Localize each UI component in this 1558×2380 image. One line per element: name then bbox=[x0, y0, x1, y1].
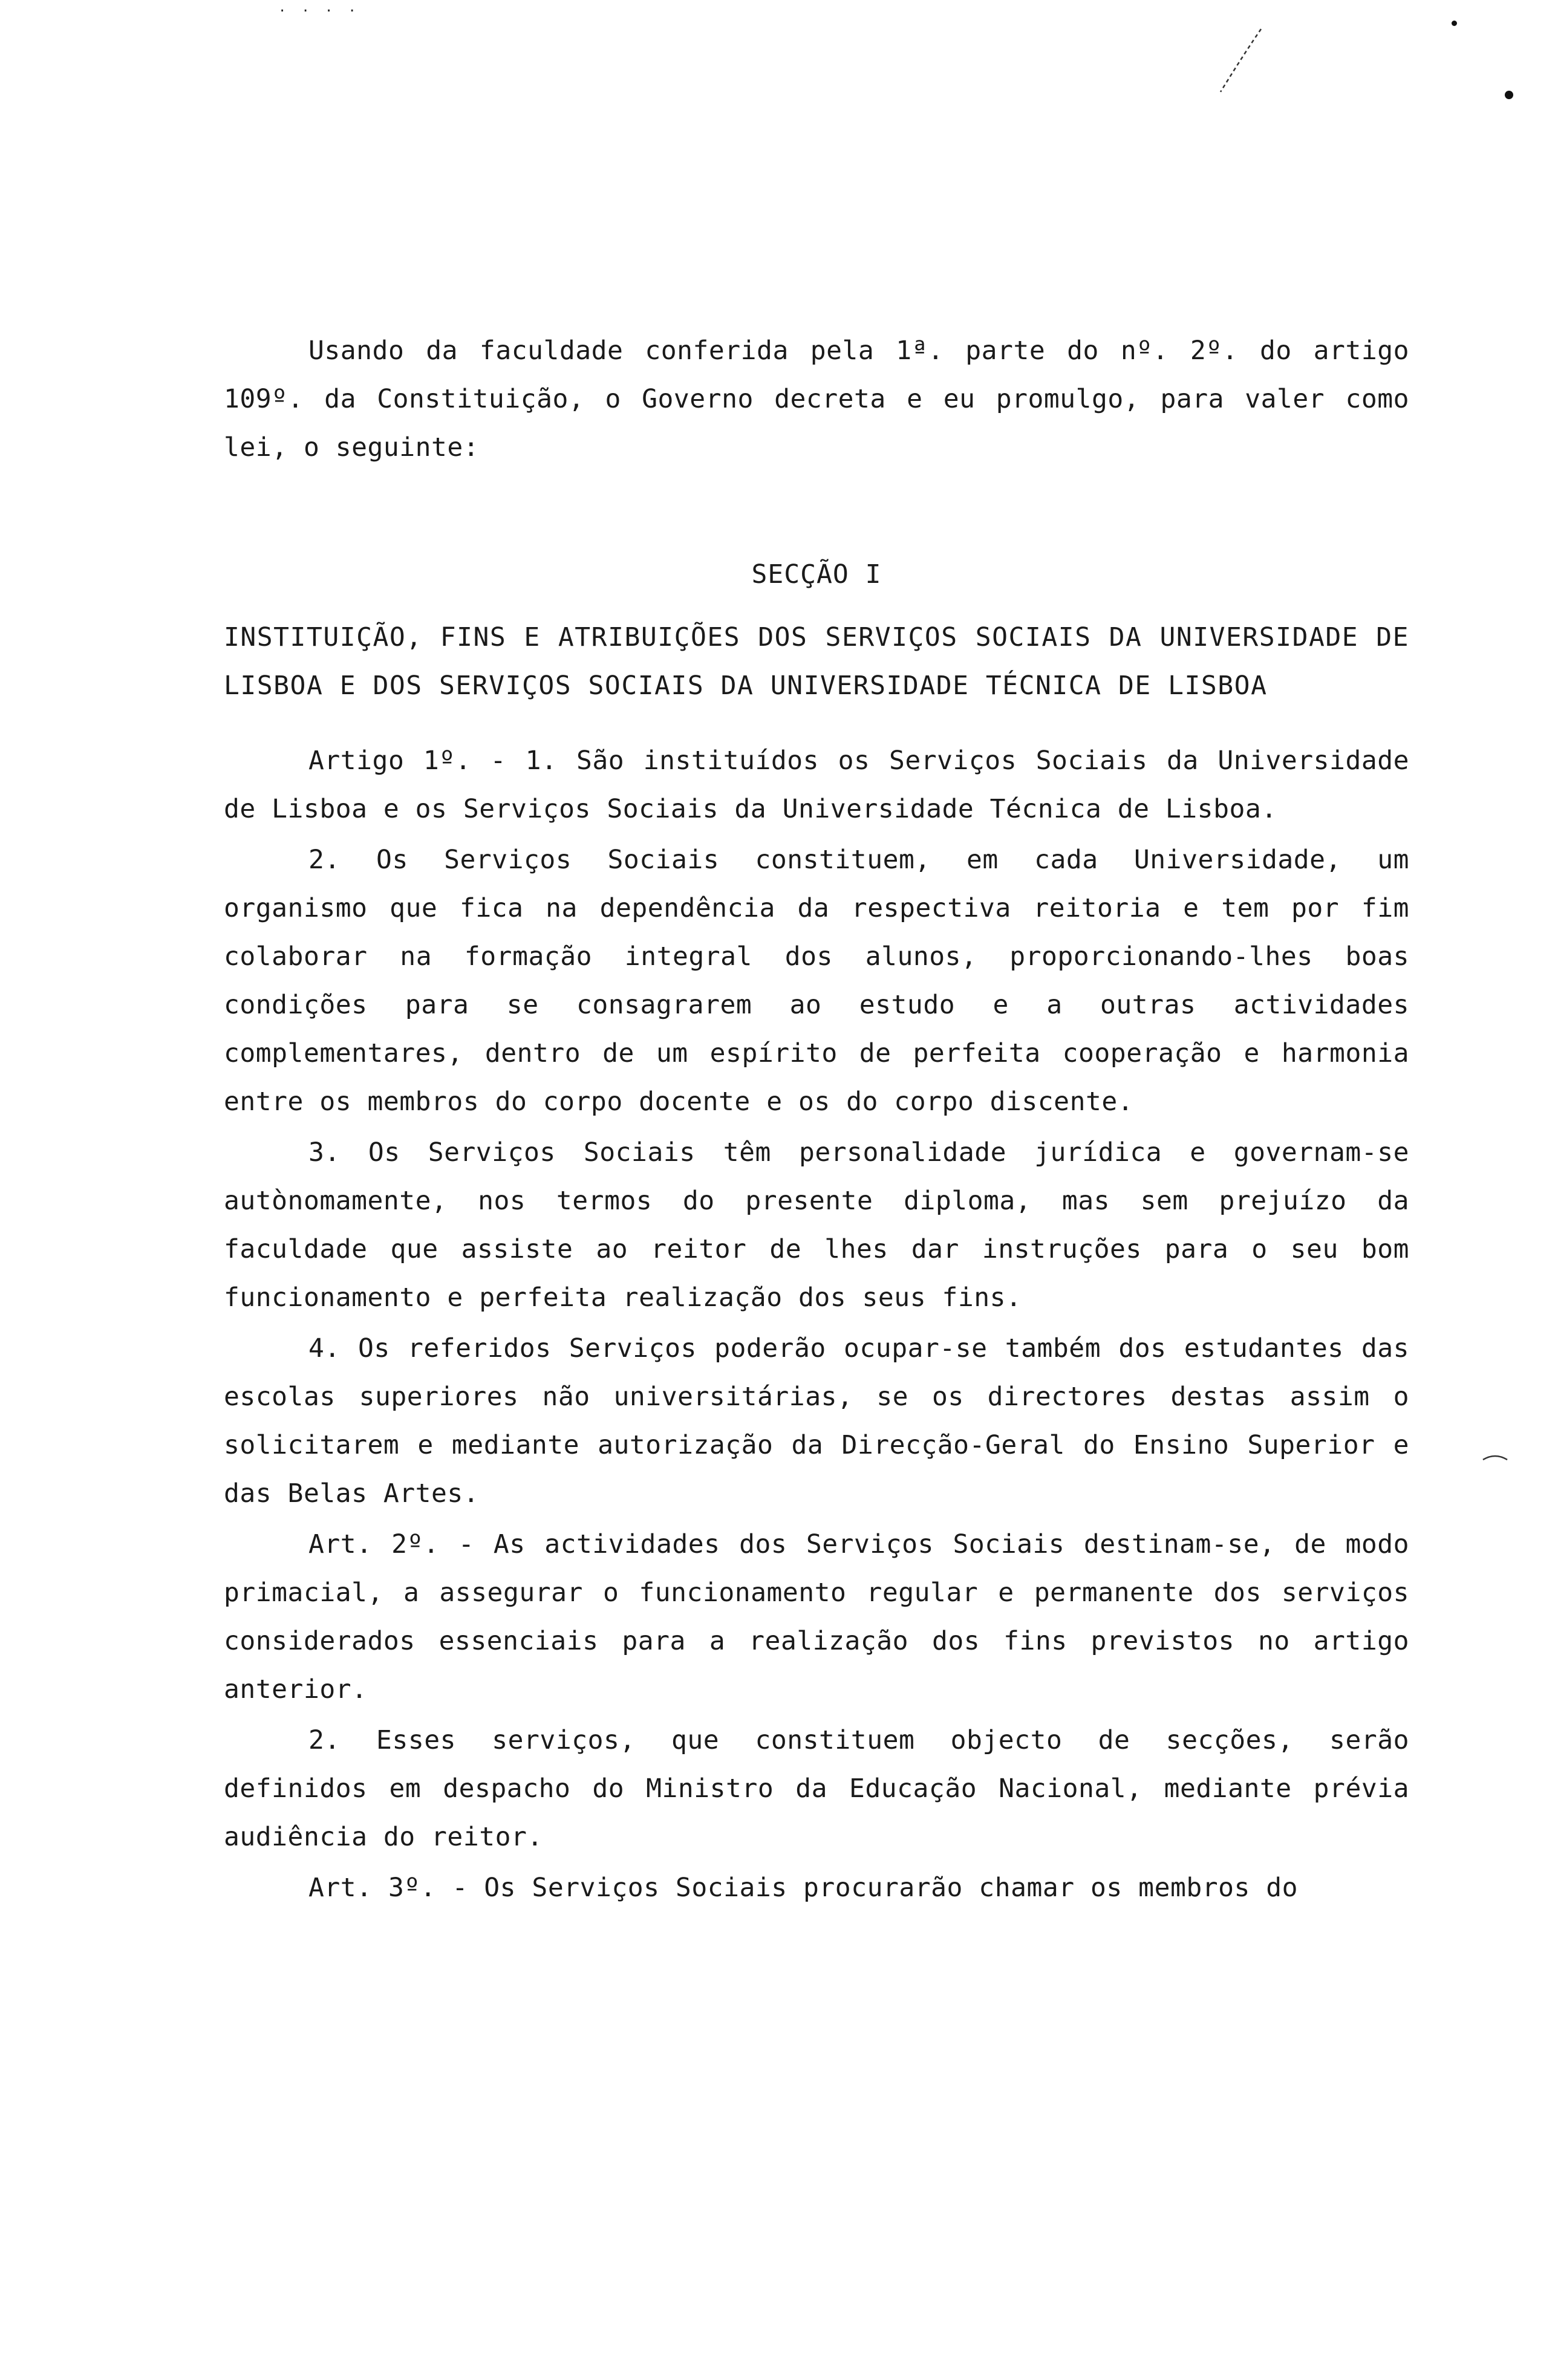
section-title: SECÇÃO I bbox=[751, 559, 882, 590]
article-2-paragraph-2: 2. Esses serviços, que constituem objecto de secções, serão definidos em despacho do Ministro da Educação Nacional, mediante prévia audiência do reitor. bbox=[224, 1725, 1409, 1852]
article-1-paragraph-4: 4. Os referidos Serviços poderão ocupar-se também dos estudantes das escolas superiores não universitárias, se os directores destas assim o solicitarem e mediante autorização da Direcção-Geral do Ensino Superior e das Belas Artes. bbox=[224, 1333, 1409, 1509]
article-1-paragraph-3: 3. Os Serviços Sociais têm personalidade jurídica e governam-se autònomamente, nos termos do presente diploma, mas sem prejuízo da faculdade que assiste ao reitor de lhes dar instruções para o seu bom funcionamento e perfeita realização dos seus fins. bbox=[224, 1137, 1409, 1313]
intro-paragraph: Usando da faculdade conferida pela 1ª. parte do nº. 2º. do artigo 109º. da Constituição, o Governo decreta e eu promulgo, para valer como lei, o seguinte: bbox=[224, 336, 1409, 463]
document-body bbox=[224, 327, 1409, 1914]
article-1-paragraph-1: Artigo 1º. - 1. São instituídos os Serviços Sociais da Universidade de Lisboa e os Serviços Sociais da Universidade Técnica de Lisboa. bbox=[224, 746, 1409, 824]
margin-dash-mark bbox=[1482, 1451, 1508, 1463]
speck-mark bbox=[1452, 21, 1457, 26]
pen-stroke-mark bbox=[1216, 24, 1264, 97]
article-1-paragraph-2: 2. Os Serviços Sociais constituem, em cada Universidade, um organismo que fica na dependência da respectiva reitoria e tem por fim colaborar na formação integral dos alunos, proporcionando-lhes boas condições para se consagrarem ao estudo e a outras actividades complementares, dentro de um espírito de perfeita cooperação e harmonia entre os membros do corpo docente e os do corpo discente. bbox=[224, 845, 1409, 1117]
article-2-paragraph-1: Art. 2º. - As actividades dos Serviços Sociais destinam-se, de modo primacial, a assegurar o funcionamento regular e permanente dos serviços considerados essenciais para a realização dos fins previstos no artigo anterior. bbox=[224, 1529, 1409, 1705]
top-left-marks: . . . . bbox=[278, 0, 360, 15]
article-3-paragraph-1: Art. 3º. - Os Serviços Sociais procurarão chamar os membros do bbox=[308, 1873, 1299, 1903]
section-heading: INSTITUIÇÃO, FINS E ATRIBUIÇÕES DOS SERVIÇOS SOCIAIS DA UNIVERSIDADE DE LISBOA E DOS SERVIÇOS SOCIAIS DA UNIVERSIDADE TÉCNICA DE LISBOA bbox=[224, 622, 1409, 701]
speck-mark bbox=[1505, 91, 1513, 99]
